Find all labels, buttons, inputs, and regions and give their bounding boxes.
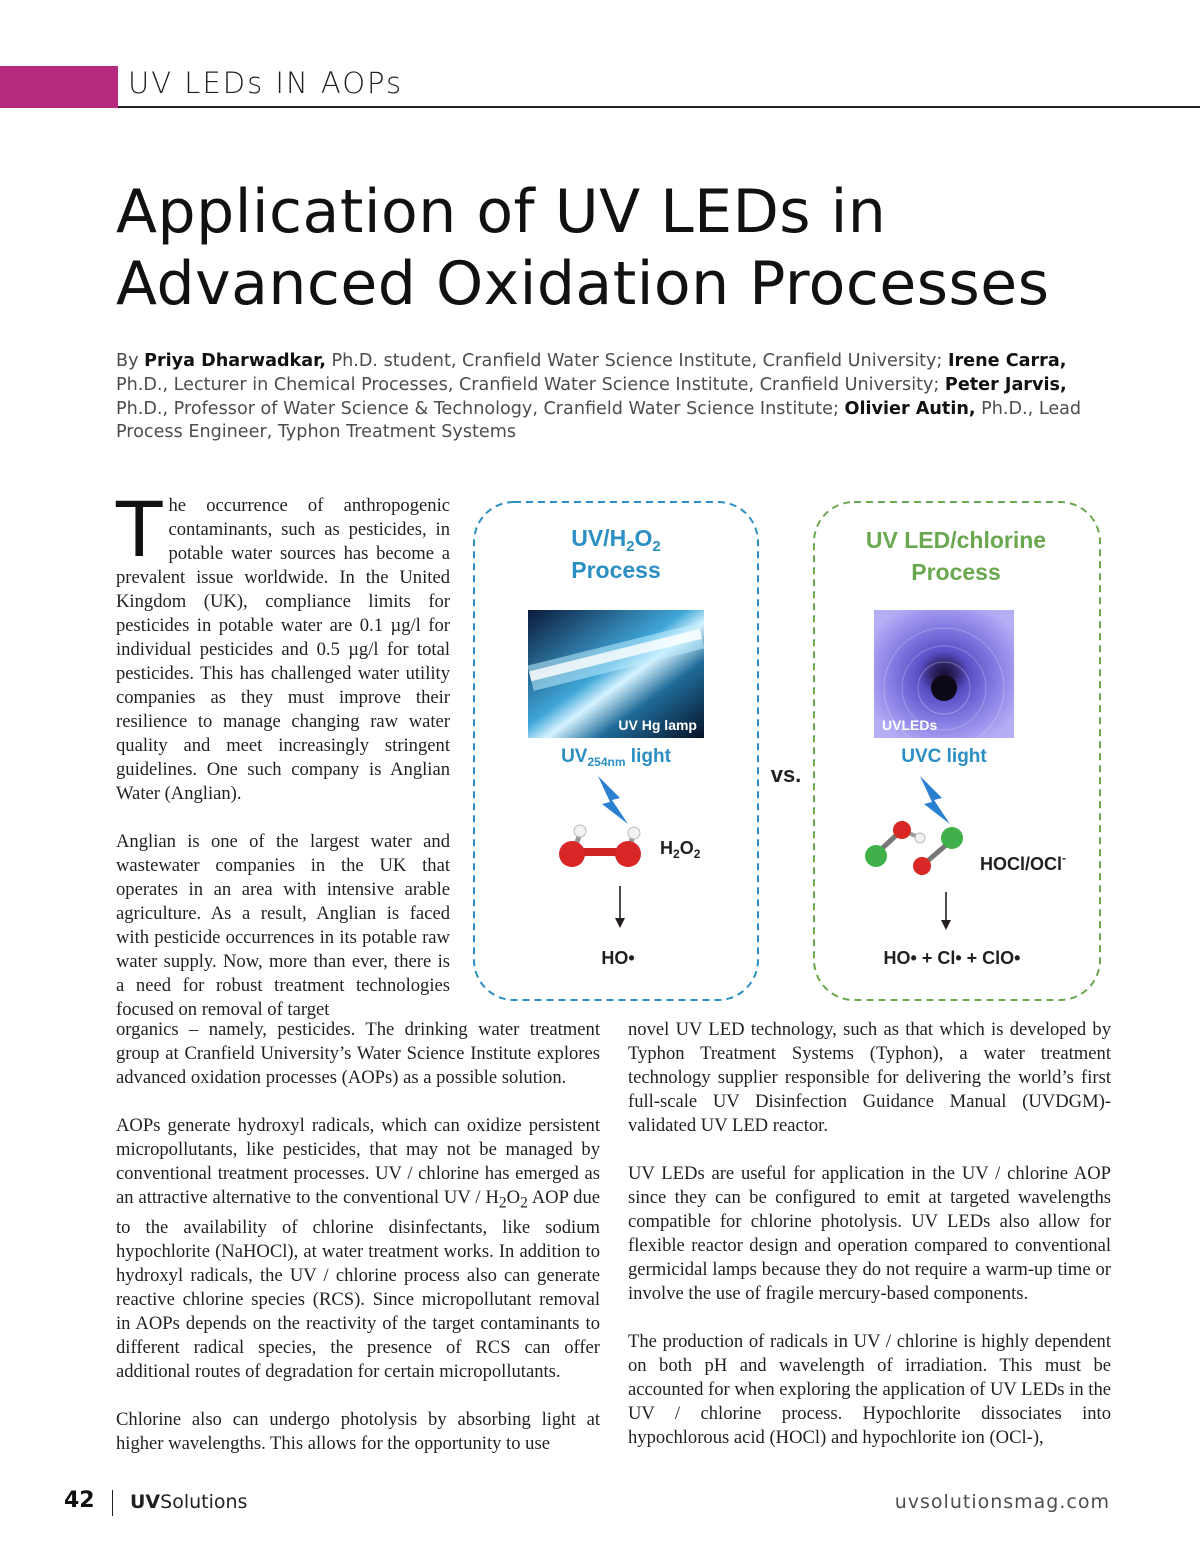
uv-hg-lamp-photo bbox=[527, 610, 704, 738]
left-panel-title-1 bbox=[571, 525, 661, 555]
h2o2-mid: O bbox=[679, 838, 694, 858]
process-comparison-figure bbox=[462, 494, 1110, 1008]
left-title-sub1: 2 bbox=[626, 538, 635, 555]
byline bbox=[116, 350, 1116, 445]
hocl-ocl-sup: - bbox=[1062, 851, 1067, 865]
hocl-ocl-molecule-icon bbox=[865, 821, 963, 875]
lightning-bolt-icon-left bbox=[598, 776, 628, 824]
h2o2-pre: H bbox=[660, 838, 673, 858]
uv254-light-label bbox=[561, 746, 671, 769]
uv-led-label: UVLEDs bbox=[882, 717, 938, 733]
page-number: 42 bbox=[64, 1488, 95, 1513]
paragraph-2-end: organics – namely, pesticides. The drinking water treatment group at Cranfield University’s Water Science Institute explores advanced oxidation processes (AOPs) as a possible solution. bbox=[116, 1019, 600, 1088]
uv254-post: light bbox=[625, 746, 671, 767]
affiliation-1: Ph.D. student, Cranfield Water Science Institute, Cranfield University; bbox=[325, 351, 948, 371]
paragraph-5: novel UV LED technology, such as that which is developed by Typhon Treatment Systems (Typhon), a water treatment technology supplier responsible for delivering the world’s first full-scale UV Disinfection Guidance Manual (UVDGM)-validated UV LED reactor. bbox=[628, 1019, 1111, 1136]
affiliation-2: Ph.D., Lecturer in Chemical Processes, Cranfield Water Science Institute, Cranfield University; bbox=[116, 374, 945, 395]
title-line-2: Advanced Oxidation Processes bbox=[116, 249, 1050, 319]
left-product-label: HO• bbox=[601, 948, 635, 968]
paragraph-7: The production of radicals in UV / chlorine is highly dependent on both pH and wavelength of irradiation. This must be accounted for when exploring the application of UV LEDs in the UV / chlorine process. Hypochlorite dissociates into hypochlorous acid (HOCl) and hypochlorite ion (OCl-), bbox=[628, 1331, 1111, 1448]
p3-after: AOP due to the availability of chlorine disinfectants, like sodium hypochlorite (NaHOCl), at water treatment works. In addition to hydroxyl radicals, the UV / chlorine process also can generate reactive chlorine species (RCS). Since micropollutant removal in AOPs depends on the reactivity of the target contaminants to different radical species, the presence of RCS can offer additional routes of degradation for certain micropollutants. bbox=[116, 1187, 600, 1382]
left-title-pre: UV/H bbox=[571, 525, 627, 551]
hocl-ocl-label bbox=[980, 851, 1066, 874]
arrow-down-icon-right bbox=[941, 892, 951, 930]
uv-led-photo bbox=[874, 610, 1014, 748]
section-rule bbox=[118, 106, 1200, 108]
p3-before: AOPs generate hydroxyl radicals, which can oxidize persistent micropollutants, like pesticides, that may not be managed by conventional treatment processes. UV / chlorine has emerged as an attractive alternative to the conventional UV / H bbox=[116, 1115, 600, 1208]
section-label: UV LEDs IN AOPs bbox=[128, 66, 404, 100]
left-title-mid: O bbox=[634, 525, 653, 551]
p3-sub2: 2 bbox=[520, 1194, 528, 1212]
arrow-down-icon-left bbox=[615, 886, 625, 928]
right-product-label: HO• + Cl• + ClO• bbox=[883, 948, 1021, 968]
left-title-sub2: 2 bbox=[652, 538, 661, 555]
magazine-url: uvsolutionsmag.com bbox=[894, 1491, 1110, 1513]
paragraph-2-start: Anglian is one of the largest water and wastewater companies in the UK that operates in an area with intensive arable agriculture. As a result, Anglian is faced with pesticide occurrences in its potable raw water supply. Now, more than ever, there is a need for robust treatment technologies focused on removal of target bbox=[116, 831, 450, 1020]
author-2: Irene Carra, bbox=[947, 351, 1067, 371]
author-3: Peter Jarvis, bbox=[944, 374, 1067, 395]
h2o2-sub1: 2 bbox=[673, 847, 680, 861]
body-column-right-bottom bbox=[628, 1018, 1111, 1450]
body-column-left-top bbox=[116, 485, 450, 1022]
vs-label: vs. bbox=[770, 762, 802, 787]
footer-divider bbox=[112, 1490, 113, 1516]
article-title bbox=[116, 176, 1176, 320]
paragraph-1 bbox=[116, 485, 450, 806]
left-panel-title-2: Process bbox=[571, 557, 661, 583]
p3-sub1: 2 bbox=[498, 1194, 507, 1212]
lightning-bolt-icon-right bbox=[920, 776, 950, 824]
affiliation-3: Ph.D., Professor of Water Science & Technology, Cranfield Water Science Institute; bbox=[116, 398, 845, 419]
uvc-light-label: UVC light bbox=[901, 746, 987, 767]
uv-hg-lamp-label: UV Hg lamp bbox=[618, 717, 697, 733]
drop-cap: T bbox=[116, 485, 163, 574]
section-accent-bar bbox=[0, 66, 118, 108]
paragraph-1-text: he occurrence of anthropogenic contaminants, such as pesticides, in potable water sources has become a prevalent issue worldwide. In the United Kingdom (UK), compliance limits for pesticides in potable water are 0.1 µg/l for individual pesticides and 0.5 µg/l for total pesticides. This has challenged water utility companies as they must improve their resilience to manage changing raw water quality and meet increasingly stringent guidelines. One such company is Anglian Water (Anglian). bbox=[116, 495, 450, 804]
right-panel-title-2: Process bbox=[911, 559, 1001, 585]
paragraph-6: UV LEDs are useful for application in the UV / chlorine AOP since they can be configured to emit at targeted wavelengths compatible for chlorine photolysis. UV LEDs also allow for flexible reactor design and operation compared to conventional germicidal lamps because they do not require a warm-up time or involve the use of fragile mercury-based components. bbox=[628, 1163, 1111, 1304]
body-column-left-bottom bbox=[116, 1018, 600, 1456]
byline-prefix: By bbox=[116, 351, 145, 371]
paragraph-3 bbox=[116, 1114, 600, 1384]
h2o2-molecule-icon bbox=[559, 825, 641, 867]
hocl-ocl-text: HOCl/OCl bbox=[980, 854, 1063, 874]
author-1: Priya Dharwadkar, bbox=[144, 351, 326, 371]
p3-mid: O bbox=[506, 1187, 521, 1208]
title-line-1: Application of UV LEDs in bbox=[116, 177, 887, 247]
right-panel-title-1: UV LED/chlorine bbox=[865, 527, 1047, 553]
uv254-pre: UV bbox=[561, 746, 588, 767]
affiliation-4: Ph.D., Lead Process Engineer, Typhon Treatment Systems bbox=[116, 398, 1082, 443]
paragraph-4: Chlorine also can undergo photolysis by absorbing light at higher wavelengths. This allows for the opportunity to use bbox=[116, 1408, 600, 1454]
uv254-sub: 254nm bbox=[587, 755, 626, 769]
magazine-name-bold: UV bbox=[130, 1491, 161, 1513]
h2o2-sub2: 2 bbox=[693, 847, 701, 861]
magazine-name-rest: Solutions bbox=[160, 1491, 248, 1513]
author-4: Olivier Autin, bbox=[844, 398, 976, 419]
h2o2-label bbox=[660, 838, 701, 861]
magazine-name bbox=[130, 1491, 247, 1513]
